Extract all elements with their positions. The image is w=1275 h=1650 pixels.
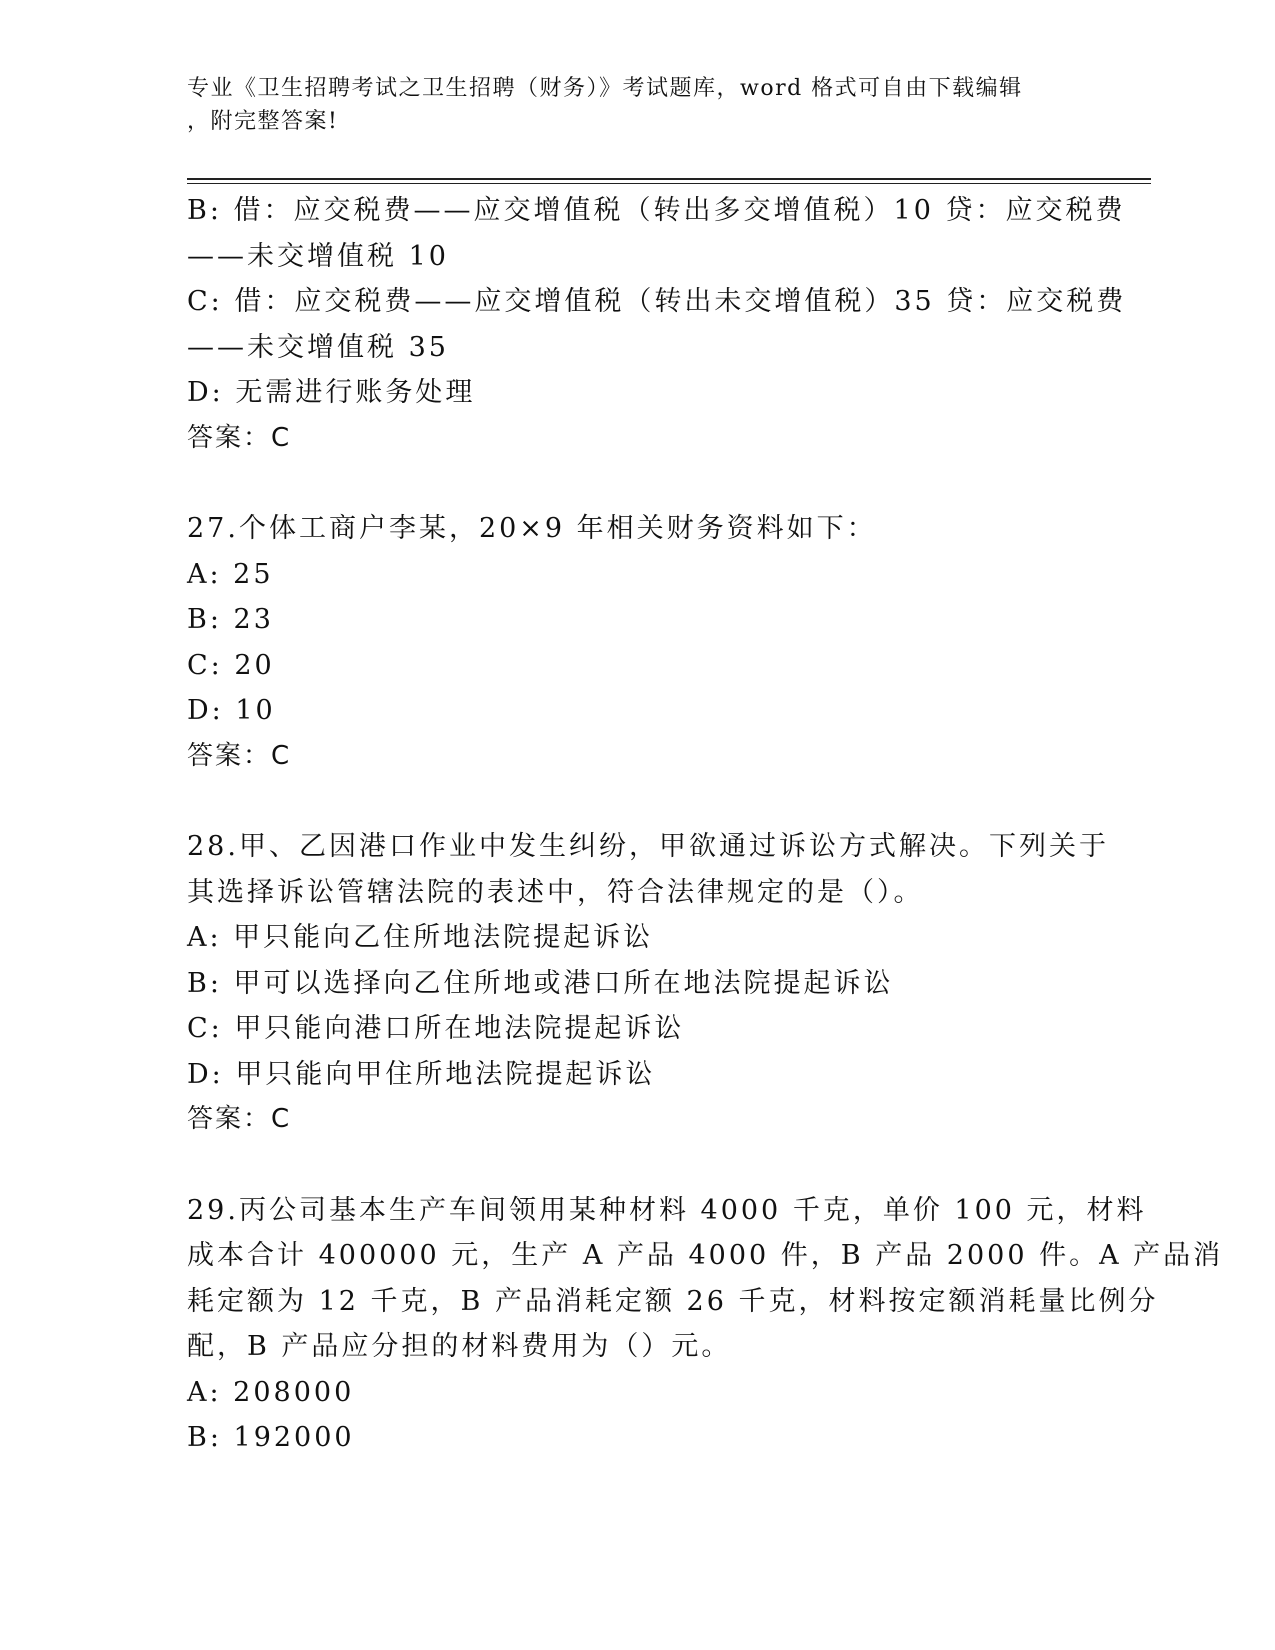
option-c-line-1: C: 借：应交税费——应交增值税（转出未交增值税）35 贷：应交税费 — [187, 286, 1127, 317]
question-28 — [187, 824, 1109, 1143]
option-c-line-2: ——未交增值税 35 — [187, 331, 449, 363]
question-stem-line-2: 成本合计 400000 元，生产 A 产品 4000 件，B 产品 2000 件。A 产品消 — [187, 1240, 1224, 1271]
option-b-line-2: ——未交增值税 10 — [187, 240, 449, 272]
option-d: D: 甲只能向甲住所地法院提起诉讼 — [187, 1058, 656, 1090]
document-header — [187, 72, 1087, 138]
document-body — [187, 188, 1224, 1461]
question-stem-line-1: 28.甲、乙因港口作业中发生纠纷，甲欲通过诉讼方式解决。下列关于 — [187, 831, 1109, 862]
answer: 答案：C — [187, 1104, 292, 1134]
question-stem-line-1: 29.丙公司基本生产车间领用某种材料 4000 千克，单价 100 元，材料 — [187, 1194, 1147, 1226]
option-b-line-1: B: 借：应交税费——应交增值税（转出多交增值税）10 贷：应交税费 — [187, 195, 1126, 226]
answer: 答案：C — [187, 422, 292, 453]
option-b: B: 甲可以选择向乙住所地或港口所在地法院提起诉讼 — [187, 967, 894, 999]
header-rule-thin — [187, 183, 1151, 184]
option-c: C: 甲只能向港口所在地法院提起诉讼 — [187, 1013, 685, 1044]
question-27 — [187, 506, 1087, 779]
question-stem-line-2: 其选择诉讼管辖法院的表述中，符合法律规定的是（）。 — [187, 876, 924, 908]
option-b: B: 192000 — [187, 1422, 355, 1453]
header-line-1: 专业《卫生招聘考试之卫生招聘（财务）》考试题库，word 格式可自由下载编辑 — [187, 76, 1023, 101]
option-a: A: 25 — [187, 558, 274, 590]
option-d: D: 无需进行账务处理 — [187, 377, 476, 408]
question-29 — [187, 1188, 1224, 1461]
option-c: C: 20 — [187, 649, 275, 681]
question-stem-line-3: 耗定额为 12 千克，B 产品消耗定额 26 千克，材料按定额消耗量比例分 — [187, 1285, 1159, 1317]
option-b: B: 23 — [187, 604, 274, 635]
question-stem-line-4: 配，B 产品应分担的材料费用为（）元。 — [187, 1331, 732, 1362]
option-a: A: 208000 — [187, 1376, 355, 1408]
question-stem: 27.个体工商户李某，20×9 年相关财务资料如下： — [187, 513, 877, 544]
option-a: A: 甲只能向乙住所地法院提起诉讼 — [187, 922, 654, 953]
answer: 答案：C — [187, 740, 292, 771]
option-d: D: 10 — [187, 695, 276, 726]
question-26-tail — [187, 188, 1127, 461]
header-rule-thick — [187, 178, 1151, 180]
header-line-2: ，附完整答案! — [187, 109, 339, 134]
